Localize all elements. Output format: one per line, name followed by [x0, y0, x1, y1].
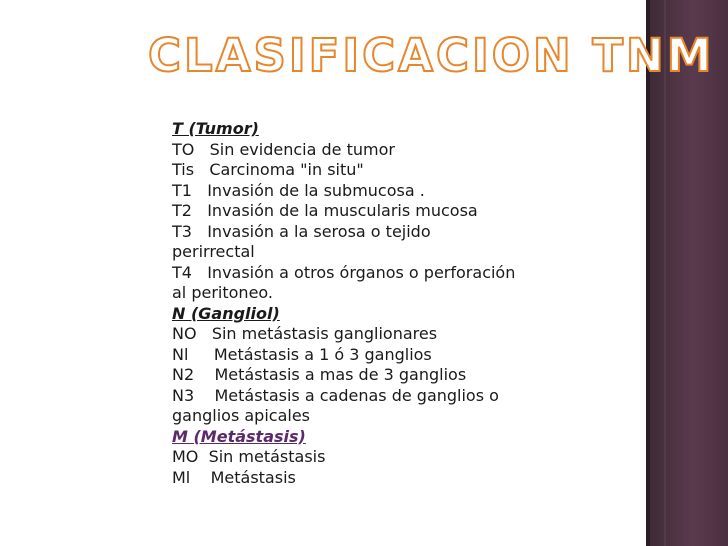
section-header-m: M (Metástasis): [172, 426, 306, 446]
list-item: N3 Metástasis a cadenas de ganglios o ganglios apicales: [172, 385, 505, 425]
list-item: Tis Carcinoma "in situ": [172, 160, 364, 179]
list-item: T4 Invasión a otros órganos o perforación al peritoneo.: [172, 262, 521, 302]
list-item: Nl Metástasis a 1 ó 3 ganglios: [172, 344, 432, 364]
section-header-t: T (Tumor): [172, 119, 259, 138]
list-item: TO Sin evidencia de tumor: [172, 139, 395, 159]
list-item: N2 Metástasis a mas de 3 ganglios: [172, 365, 467, 384]
list-item: Ml Metástasis: [172, 467, 296, 487]
list-item: NO Sin metástasis ganglionares: [172, 324, 438, 343]
list-item: T1 Invasión de la submucosa .: [172, 180, 425, 200]
slide-body: [172, 119, 632, 488]
slide-title: CLASIFICACION TNM: [148, 29, 715, 82]
list-item: T2 Invasión de la muscularis mucosa: [172, 201, 478, 220]
list-item: MO Sin metástasis: [172, 447, 326, 466]
section-header-n: N (Gangliol): [172, 303, 280, 323]
list-item: T3 Invasión a la serosa o tejido perirrectal: [172, 221, 436, 261]
